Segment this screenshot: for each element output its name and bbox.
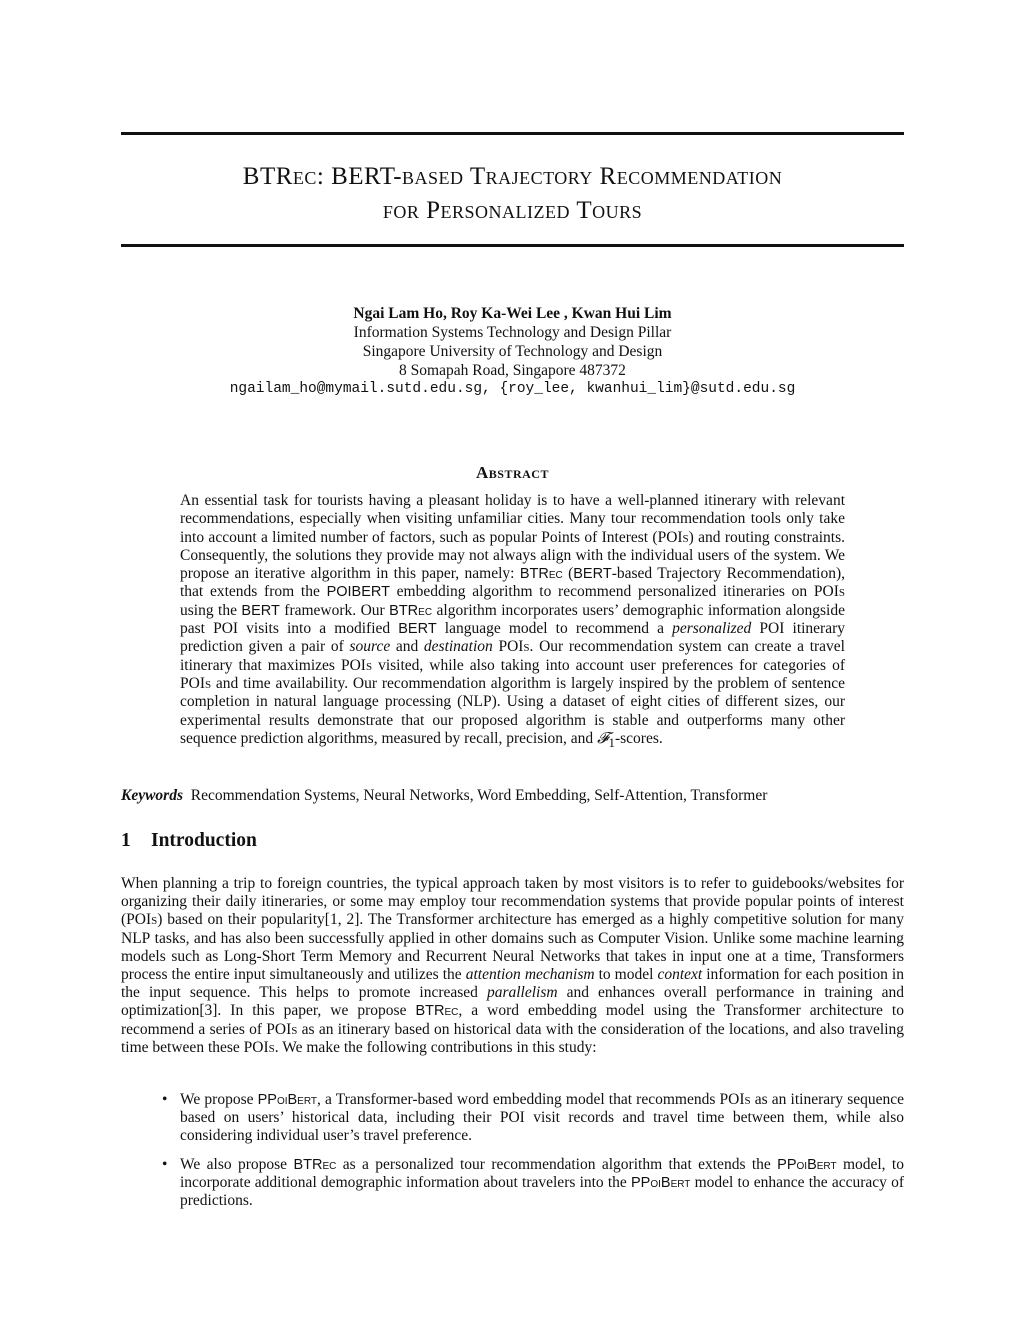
math-f1-subscript: 1 [608,734,615,750]
abstract-text: language model to recommend a [436,620,673,638]
title-top-rule [121,132,904,135]
intro-text: , a word embedding model using the Transformer architecture to recommend a series of [121,1002,904,1038]
intro-text: and enhances overall performance in training and optimization[3]. In this paper, we propose [121,984,904,1020]
author-block [121,304,904,399]
author-emails: ngailam_ho@mymail.sutd.edu.sg, {roy_lee, kwanhui_lim}@sutd.edu.sg [229,381,796,397]
list-item [160,1156,904,1211]
bullet-text: as a personalized tour recommendation algorithm that extends the [336,1155,778,1173]
contribution-list [160,1091,904,1220]
bullet-text: visit records and travel time between them, while also considering individual user’s travel preference. [180,1109,904,1145]
term-btrec: BTRec [415,1003,459,1020]
term-ppoibert: PPoiBert [631,1174,691,1191]
abstract-text: -based Trajectory Recommendation), that extends from the [180,565,845,601]
bullet-text: as an itinerary sequence based on users’ historical data, including their [180,1091,904,1127]
intro-paragraph [121,875,904,1057]
abstract-body [180,492,845,752]
emph-destination: destination [423,638,493,656]
term-nlp: NLP [462,693,492,711]
abstract-text: An essential task for tourists having a pleasant holiday is to have a well-planned itinerary with relevant recommendations, especially when visiting unfamiliar cities. Many tour recommendation tools only take into account a limited number of factors, such as popular Points of Interest ( [180,492,845,546]
bullet-text: model, to incorporate additional demographic information about travelers into the [180,1155,904,1191]
term-poi: POI [499,1109,525,1127]
intro-text: as an itinerary based on historical data with the consideration of the locations, and also traveling time between these [121,1020,904,1056]
abstract-text: ) and routing constraints. Consequently, the solutions they provide may not always align with the individual users of the system. We propose an iterative algorithm in this paper, namely: [180,528,845,583]
intro-text: to model [594,966,658,984]
bullet-text: , a Transformer-based word embedding model that recommends [317,1091,720,1108]
emph-attention: attention mechanism [465,966,595,984]
emph-context: context [657,966,703,984]
keywords-label: Keywords [121,787,183,804]
author-names: Ngai Lam Ho, Roy Ka-Wei Lee , Kwan Hui Lim [353,305,672,322]
abstract-text: and [390,638,424,656]
keywords-text: Recommendation Systems, Neural Networks, Word Embedding, Self-Attention, Transformer [190,787,768,804]
emph-source: source [349,638,391,656]
term-poi: POI [213,620,239,638]
section-title: Introduction [151,830,257,851]
math-f1: 𝓕 [597,729,609,747]
term-poi: POIs [340,656,373,674]
paper-title [121,160,904,228]
abstract-heading: Abstract [476,463,549,482]
term-poi: POIs [266,1020,298,1038]
list-item [160,1091,904,1146]
bullet-icon: • [162,1091,168,1108]
term-poi: POIs [180,674,212,692]
bullet-text: We propose [180,1091,258,1108]
intro-text: tasks, and has also been successfully applied in other domains such as Computer Vision. Unlike some machine learning models such as Long-Short Term Memory and Recurrent Neural Networks that takes in input one at a time, Transformers process the entire input simultaneously and utilizes the [121,929,904,984]
term-ppoibert: PPoiBert [257,1092,317,1108]
intro-text: When planning a trip to foreign countries, the typical approach taken by most visitors is to refer to guidebooks/websites for organizing their daily itineraries, or some may employ tour recommendation systems that provide popular points of interest ( [121,875,904,929]
abstract-text: visits into a modified [238,620,399,638]
section-heading [121,830,904,852]
abstract-text: . Our recommendation system can create a travel itinerary that maximizes [180,638,845,674]
abstract-text: itinerary prediction given a pair of [180,620,846,656]
intro-text: ) based on their popularity[1, 2]. The Transformer architecture has emerged as a highly competitive solution for many [157,911,904,929]
term-poi: POIs [498,638,530,656]
bullet-text: model to enhance the accuracy of predictions. [180,1173,904,1210]
term-bert: BERT [241,602,280,619]
term-btrec: BTRec [389,602,433,619]
term-bert: BERT [573,566,612,583]
author-affiliation: Information Systems Technology and Design Pillar [353,324,672,341]
title-line-1: BTRec: BERT-based Trajectory Recommendation [242,163,783,190]
term-bert: BERT [398,621,437,638]
term-poi: POIs [126,911,158,929]
abstract-text: framework. Our [279,601,390,619]
author-university: Singapore University of Technology and Design [362,343,663,360]
term-poi: POI [759,620,785,638]
title-line-2: for Personalized Tours [382,197,643,224]
term-ppoibert: PPoiBert [777,1156,837,1173]
abstract-text: ( [562,565,574,583]
keywords-line [121,786,904,805]
term-poi: POIs [243,1038,275,1056]
term-poi: POIs [657,528,689,546]
section-number: 1 [121,830,131,851]
emph-parallelism: parallelism [486,984,558,1002]
emph-personalized: personalized [672,620,752,638]
term-poi: POIs [813,583,846,601]
abstract-text: -scores. [614,729,663,747]
abstract-text: ). Using a dataset of eight cities of different sizes, our experimental results demonstrate that our proposed algorithm is stable and outperforms many other sequence prediction algorithms, measured by recall, precision, and [180,693,845,747]
bullet-text: We also propose [180,1155,294,1173]
term-btrec: BTRec [519,566,563,583]
abstract-text: using the [180,601,242,619]
term-poibert: POIBERT [326,584,390,601]
term-nlp: NLP [121,929,151,947]
intro-text: information for each position in the input sequence. This helps to promote increased [121,966,904,1002]
intro-text: . We make the following contributions in this study: [274,1038,597,1056]
title-bottom-rule [121,244,904,247]
term-btrec: BTRec [293,1156,337,1173]
abstract-text: and time availability. Our recommendation algorithm is largely inspired by the problem of sentence completion in natural language processing ( [180,674,845,711]
abstract-text: embedding algorithm to recommend personalized itineraries on [389,583,814,601]
term-poi: POIs [719,1091,751,1108]
abstract-text: algorithm incorporates users’ demographic information alongside past [180,601,845,638]
bullet-icon: • [162,1155,168,1173]
author-address: 8 Somapah Road, Singapore 487372 [399,362,626,379]
abstract-text: visited, while also taking into account user preferences for categories of [372,656,846,674]
